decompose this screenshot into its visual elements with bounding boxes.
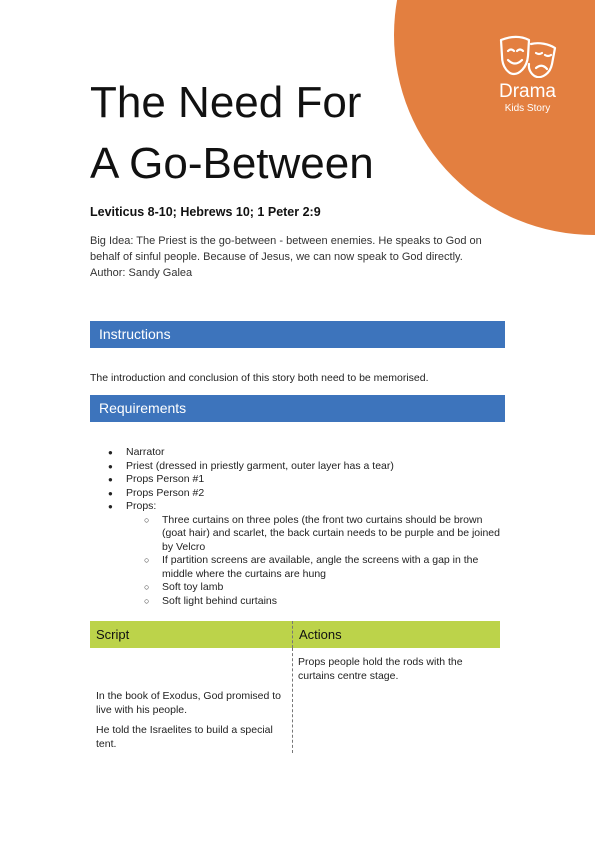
intro-block: [90, 233, 505, 281]
instructions-heading: Instructions: [90, 321, 505, 348]
page-title: [90, 72, 374, 194]
drama-logo: [490, 34, 565, 115]
script-table-body: [90, 648, 500, 753]
list-item: ○ Soft light behind curtains: [144, 595, 508, 609]
column-divider: [292, 648, 293, 753]
list-item: ○ Soft toy lamb: [144, 581, 508, 595]
big-idea-text: Big Idea: The Priest is the go-between - between enemies. He speaks to God on behalf of sinful people. Because of Jesus, we can now speak to God directly.: [90, 235, 482, 263]
author-text: Author: Sandy Galea: [90, 267, 193, 279]
scripture-references: Leviticus 8-10; Hebrews 10; 1 Peter 2:9: [90, 205, 321, 219]
props-list: [126, 514, 508, 609]
action-cell: [298, 656, 494, 683]
list-item-props: [108, 500, 508, 608]
list-item: ● Props Person #2: [108, 487, 508, 501]
actions-column-header: Actions: [292, 621, 500, 648]
list-item: ● Priest (dressed in priestly garment, outer layer has a tear): [108, 460, 508, 474]
list-item: ○ Three curtains on three poles (the front two curtains should be brown (goat hair) and scarlet, the back curtain needs to be purple and be joined by Velcro: [144, 514, 508, 555]
script-table-header: [90, 621, 500, 648]
title-line-1: The Need For: [90, 78, 362, 127]
script-line: In the book of Exodus, God promised to live with his people.: [96, 690, 282, 716]
list-item: ○ If partition screens are available, angle the screens with a gap in the middle where the curtains are hung: [144, 554, 508, 581]
title-line-2: A Go-Between: [90, 139, 374, 188]
props-label: Props:: [126, 500, 157, 512]
script-line: He told the Israelites to build a special tent.: [96, 724, 273, 750]
instructions-text: The introduction and conclusion of this story both need to be memorised.: [90, 372, 429, 384]
logo-title: Drama: [498, 81, 556, 102]
script-column-header: Script: [96, 627, 130, 642]
theatre-masks-icon: [497, 34, 559, 78]
script-table: [90, 621, 500, 753]
action-text: Props people hold the rods with the curtains centre stage.: [298, 656, 463, 682]
logo-subtitle: Kids Story: [504, 103, 551, 114]
list-item: ● Narrator: [108, 446, 508, 460]
list-item: ● Props Person #1: [108, 473, 508, 487]
requirements-list: [108, 446, 508, 608]
script-cell: [96, 690, 288, 751]
requirements-heading: Requirements: [90, 395, 505, 422]
